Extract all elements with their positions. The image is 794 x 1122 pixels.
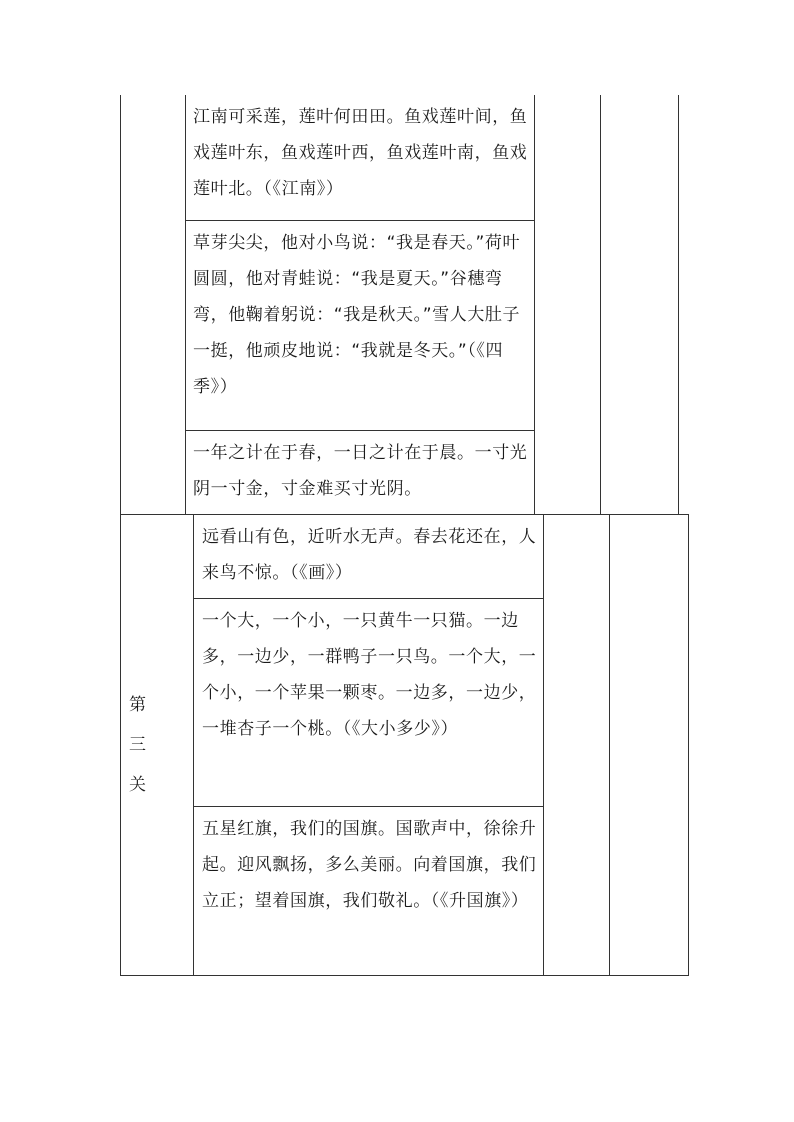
blank-cell-col4 (610, 515, 689, 976)
passage-time-proverb: 一年之计在于春，一日之计在于晨。一寸光阴一寸金，寸金难买寸光阴。 (193, 443, 528, 499)
table-border-left (120, 95, 121, 515)
section-three-label (121, 515, 194, 976)
passage-sheng-guoqi: 五星红旗，我们的国旗。国歌声中，徐徐升起。迎风飘扬，多么美丽。向着国旗，我们立正；望着国旗，我们敬礼。（《升国旗》） (202, 819, 537, 911)
label-char-2: 三 (129, 735, 146, 755)
label-char-3: 关 (129, 775, 146, 795)
table-border-col3-right (600, 95, 601, 515)
label-char-1: 第 (129, 695, 146, 715)
table-border-right (678, 95, 679, 515)
passage-jiangnan: 江南可采莲，莲叶何田田。鱼戏莲叶间，鱼戏莲叶东，鱼戏莲叶西，鱼戏莲叶南，鱼戏莲叶北。（《江南》） (185, 95, 534, 221)
table-border-text-right (534, 95, 535, 515)
section-three-passages (194, 515, 544, 976)
passage-hua: 远看山有色，近听水无声。春去花还在，人来鸟不惊。（《画》） (194, 515, 543, 599)
passage-daxiao-duoshao: 一个大，一个小，一只黄牛一只猫。一边多，一边少，一群鸭子一只鸟。一个大，一个小，一个苹果一颗枣。一边多，一边少，一堆杏子一个桃。（《大小多少》） (194, 599, 543, 807)
section-three-table (120, 514, 689, 976)
passage-siji: 草芽尖尖，他对小鸟说：“我是春天。”荷叶圆圆，他对青蛙说：“我是夏天。”谷穗弯弯，他鞠着躬说：“我是秋天。”雪人大肚子一挺，他顽皮地说：“我就是冬天。”（《四季》） (185, 221, 534, 431)
blank-cell-col3 (544, 515, 610, 976)
section-two-passages (185, 95, 534, 515)
